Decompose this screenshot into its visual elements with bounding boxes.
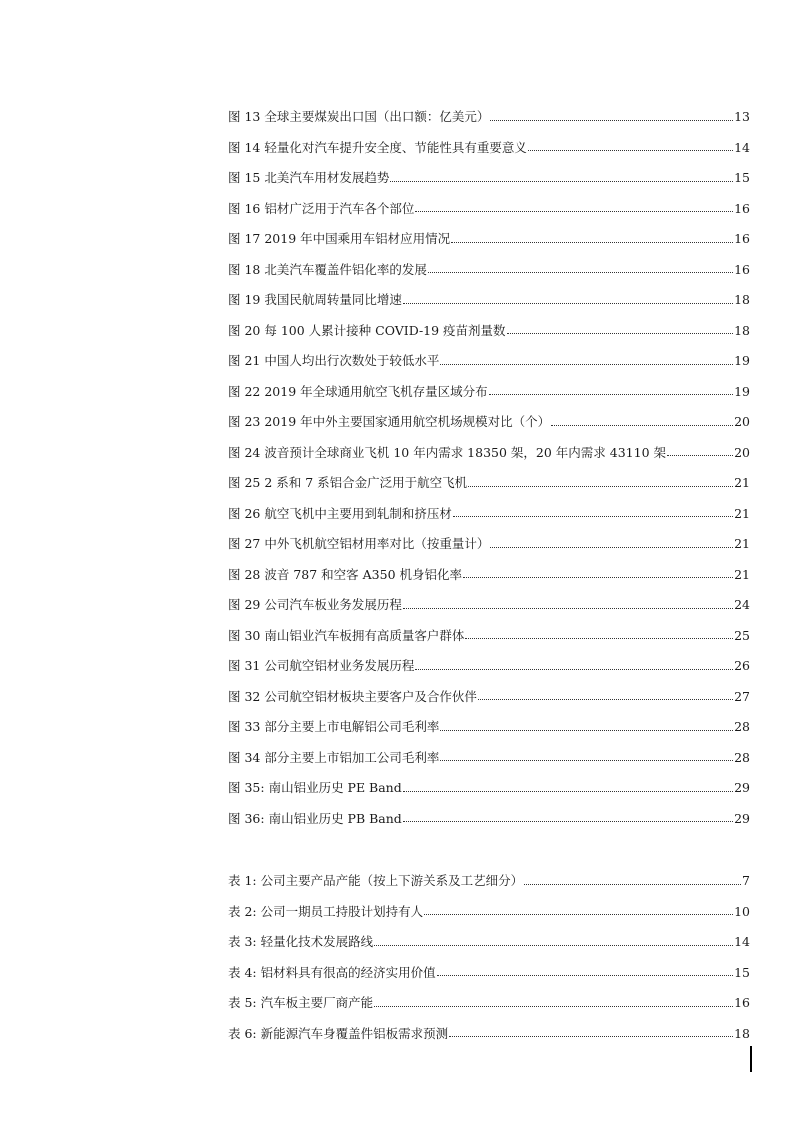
table-entry[interactable] xyxy=(228,958,750,989)
figure-entry-label: 图 18 北美汽车覆盖件铝化率的发展 xyxy=(228,261,427,277)
dot-leader xyxy=(437,974,733,976)
dot-leader xyxy=(440,729,733,731)
dot-leader xyxy=(390,180,733,182)
figure-entry[interactable] xyxy=(228,133,750,164)
figure-entry-page-number: 16 xyxy=(734,231,750,246)
figure-entry-label: 图 25 2 系和 7 系铝合金广泛用于航空飞机 xyxy=(228,475,468,490)
figure-entry-page-number: 24 xyxy=(734,597,750,612)
figure-entry[interactable] xyxy=(228,377,750,408)
dot-leader xyxy=(489,393,733,395)
figure-entry-page-number: 15 xyxy=(734,170,750,185)
dot-leader xyxy=(440,759,733,761)
figure-entry-page-number: 21 xyxy=(734,536,750,551)
figure-entry-page-number: 18 xyxy=(734,292,750,307)
figure-entry-label: 图 20 每 100 人累计接种 COVID-19 疫苗剂量数 xyxy=(228,322,506,338)
figure-entry-label: 图 17 2019 年中国乘用车铝材应用情况 xyxy=(228,231,451,246)
table-entry[interactable] xyxy=(228,897,750,928)
figure-entry[interactable] xyxy=(228,102,750,133)
table-entry-page-number: 15 xyxy=(734,964,750,980)
table-entry-label: 表 5: 汽车板主要厂商产能 xyxy=(228,995,374,1010)
figure-entry[interactable] xyxy=(228,499,750,530)
figure-entry[interactable] xyxy=(228,438,750,469)
figure-entry[interactable] xyxy=(228,407,750,438)
table-entry[interactable] xyxy=(228,927,750,958)
figure-entry[interactable] xyxy=(228,712,750,743)
figure-entry[interactable] xyxy=(228,346,750,377)
table-list xyxy=(228,866,750,1049)
table-entry[interactable] xyxy=(228,866,750,897)
dot-leader xyxy=(528,149,733,151)
figure-entry-page-number: 20 xyxy=(734,444,750,460)
figure-entry-page-number: 26 xyxy=(734,658,750,673)
figure-entry[interactable] xyxy=(228,194,750,225)
figure-entry-label: 图 23 2019 年中外主要国家通用航空机场规模对比（个） xyxy=(228,414,551,429)
figure-entry[interactable] xyxy=(228,773,750,804)
table-entry-label: 表 4: 铝材料具有很高的经济实用价值 xyxy=(228,964,436,980)
figure-entry-label: 图 13 全球主要煤炭出口国（出口额：亿美元） xyxy=(228,109,490,124)
page-edge-marker xyxy=(750,1046,752,1072)
figure-entry-label: 图 34 部分主要上市铝加工公司毛利率 xyxy=(228,749,440,765)
dot-leader xyxy=(463,576,733,578)
figure-entry[interactable] xyxy=(228,468,750,499)
figure-entry[interactable] xyxy=(228,743,750,774)
dot-leader xyxy=(415,210,733,212)
figure-entry-page-number: 27 xyxy=(734,688,750,704)
dot-leader xyxy=(524,883,741,885)
figure-entry-label: 图 28 波音 787 和空客 A350 机身铝化率 xyxy=(228,566,462,582)
figure-entry-label: 图 36: 南山铝业历史 PB Band xyxy=(228,810,402,826)
table-entry-label: 表 6: 新能源汽车身覆盖件铝板需求预测 xyxy=(228,1025,449,1041)
dot-leader xyxy=(490,546,733,548)
figure-entry[interactable] xyxy=(228,255,750,286)
figure-entry[interactable] xyxy=(228,651,750,682)
figure-entry-page-number: 21 xyxy=(734,475,750,490)
table-entry[interactable] xyxy=(228,988,750,1019)
dot-leader xyxy=(449,1035,733,1037)
table-entry-page-number: 14 xyxy=(734,934,750,949)
figure-entry-page-number: 21 xyxy=(734,566,750,582)
dot-leader xyxy=(465,637,733,639)
figure-entry-page-number: 18 xyxy=(734,322,750,338)
table-entry-label: 表 3: 轻量化技术发展路线 xyxy=(228,934,374,949)
figure-entry-label: 图 15 北美汽车用材发展趋势 xyxy=(228,170,390,185)
figure-entry-label: 图 22 2019 年全球通用航空飞机存量区域分布 xyxy=(228,383,488,399)
figure-entry-page-number: 19 xyxy=(734,383,750,399)
dot-leader xyxy=(403,302,733,304)
figure-entry-page-number: 19 xyxy=(734,353,750,368)
dot-leader xyxy=(440,363,733,365)
table-entry-page-number: 7 xyxy=(742,873,750,888)
figure-entry[interactable] xyxy=(228,316,750,347)
figure-entry-page-number: 16 xyxy=(734,200,750,216)
figure-entry[interactable] xyxy=(228,590,750,621)
dot-leader xyxy=(667,454,733,456)
figure-entry-label: 图 32 公司航空铝材板块主要客户及合作伙伴 xyxy=(228,688,477,704)
dot-leader xyxy=(415,668,733,670)
table-entry-label: 表 2: 公司一期员工持股计划持有人 xyxy=(228,903,424,919)
dot-leader xyxy=(453,515,733,517)
figure-entry-page-number: 20 xyxy=(734,414,750,429)
figure-entry[interactable] xyxy=(228,163,750,194)
dot-leader xyxy=(374,1005,733,1007)
dot-leader xyxy=(468,485,733,487)
figure-entry-page-number: 29 xyxy=(734,810,750,826)
figure-entry-label: 图 30 南山铝业汽车板拥有高质量客户群体 xyxy=(228,627,465,643)
figure-entry[interactable] xyxy=(228,224,750,255)
figure-entry-label: 图 27 中外飞机航空铝材用率对比（按重量计） xyxy=(228,536,490,551)
dot-leader xyxy=(403,820,733,822)
figure-entry-label: 图 14 轻量化对汽车提升安全度、节能性具有重要意义 xyxy=(228,139,527,155)
figure-entry[interactable] xyxy=(228,285,750,316)
figure-entry[interactable] xyxy=(228,804,750,835)
dot-leader xyxy=(403,607,733,609)
table-entry-page-number: 10 xyxy=(734,903,750,919)
dot-leader xyxy=(451,241,733,243)
dot-leader xyxy=(428,271,733,273)
figure-entry-page-number: 13 xyxy=(734,109,750,124)
table-entry-label: 表 1: 公司主要产品产能（按上下游关系及工艺细分） xyxy=(228,873,524,888)
figure-entry-page-number: 28 xyxy=(734,749,750,765)
figure-entry[interactable] xyxy=(228,560,750,591)
dot-leader xyxy=(403,790,733,792)
figure-entry-label: 图 35: 南山铝业历史 PE Band xyxy=(228,780,402,795)
figure-entry-label: 图 21 中国人均出行次数处于较低水平 xyxy=(228,353,440,368)
figure-entry[interactable] xyxy=(228,529,750,560)
table-entry-page-number: 18 xyxy=(734,1025,750,1041)
figure-entry-page-number: 21 xyxy=(734,505,750,521)
figure-entry-label: 图 24 波音预计全球商业飞机 10 年内需求 18350 架，20 年内需求 43110 架 xyxy=(228,444,667,460)
dot-leader xyxy=(478,698,733,700)
dot-leader xyxy=(507,332,734,334)
table-entry[interactable] xyxy=(228,1019,750,1050)
dot-leader xyxy=(424,913,733,915)
figure-entry-label: 图 29 公司汽车板业务发展历程 xyxy=(228,597,402,612)
dot-leader xyxy=(374,944,733,946)
table-entry-page-number: 16 xyxy=(734,995,750,1010)
figure-entry-label: 图 31 公司航空铝材业务发展历程 xyxy=(228,658,415,673)
figure-entry-page-number: 28 xyxy=(734,719,750,734)
figure-entry-page-number: 14 xyxy=(734,139,750,155)
figure-entry[interactable] xyxy=(228,682,750,713)
figure-entry-label: 图 33 部分主要上市电解铝公司毛利率 xyxy=(228,719,440,734)
figure-entry-page-number: 25 xyxy=(734,627,750,643)
figure-entry[interactable] xyxy=(228,621,750,652)
figure-entry-label: 图 19 我国民航周转量同比增速 xyxy=(228,292,402,307)
dot-leader xyxy=(551,424,733,426)
figure-entry-label: 图 26 航空飞机中主要用到轧制和挤压材 xyxy=(228,505,452,521)
figure-entry-page-number: 29 xyxy=(734,780,750,795)
dot-leader xyxy=(490,119,733,121)
figure-entry-page-number: 16 xyxy=(734,261,750,277)
figure-list xyxy=(228,102,750,834)
figure-entry-label: 图 16 铝材广泛用于汽车各个部位 xyxy=(228,200,415,216)
